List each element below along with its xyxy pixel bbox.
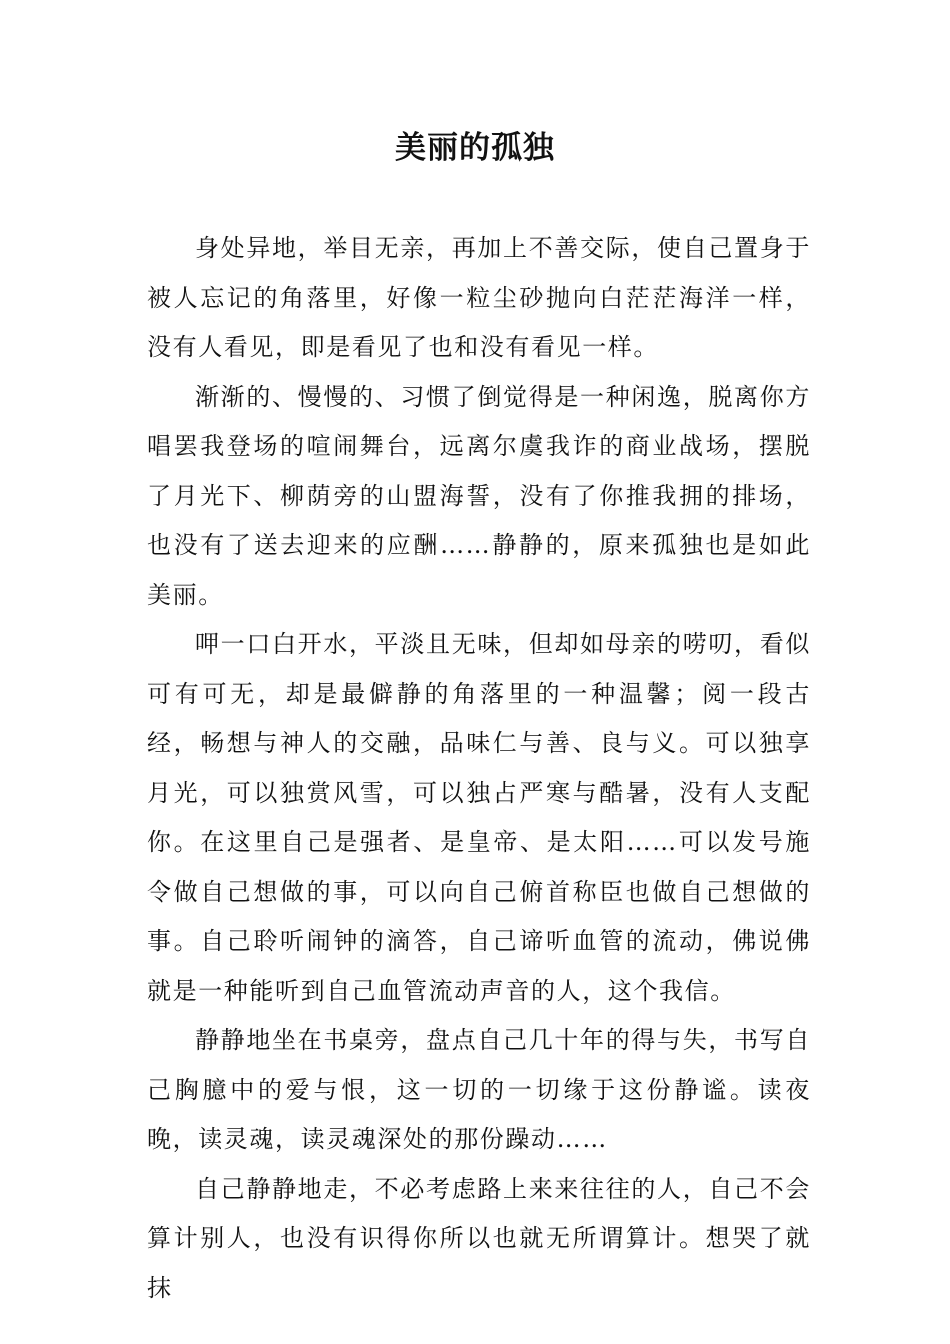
document-body — [147, 224, 811, 1313]
paragraph-5: 自己静静地走，不必考虑路上来来往往的人，自己不会算计别人，也没有识得你所以也就无所谓算计。想哭了就抹 — [147, 1174, 811, 1302]
paragraph-2: 渐渐的、慢慢的、习惯了倒觉得是一种闲逸，脱离你方唱罢我登场的喧闹舞台，远离尔虞我诈的商业战场，摆脱了月光下、柳荫旁的山盟海誓，没有了你推我拥的排场，也没有了送去迎来的应酬……静静的，原来孤独也是如此美丽。 — [147, 382, 811, 609]
document-title: 美丽的孤独 — [395, 130, 555, 166]
paragraph-4: 静静地坐在书桌旁，盘点自己几十年的得与失，书写自己胸臆中的爱与恨，这一切的一切缘于这份静谧。读夜晚，读灵魂，读灵魂深处的那份躁动…… — [147, 1026, 811, 1153]
paragraph-3: 呷一口白开水，平淡且无味，但却如母亲的唠叨，看似可有可无，却是最僻静的角落里的一种温馨；阅一段古经，畅想与神人的交融，品味仁与善、良与义。可以独享月光，可以独赏风雪，可以独占严寒与酷暑，没有人支配你。在这里自己是强者、是皇帝、是太阳……可以发号施令做自己想做的事，可以向自己俯首称臣也做自己想做的事。自己聆听闹钟的滴答，自己谛听血管的流动，佛说佛就是一种能听到自己血管流动声音的人，这个我信。 — [147, 630, 811, 1005]
paragraph-1: 身处异地，举目无亲，再加上不善交际，使自己置身于被人忘记的角落里，好像一粒尘砂抛向白茫茫海洋一样，没有人看见，即是看见了也和没有看见一样。 — [147, 234, 811, 361]
